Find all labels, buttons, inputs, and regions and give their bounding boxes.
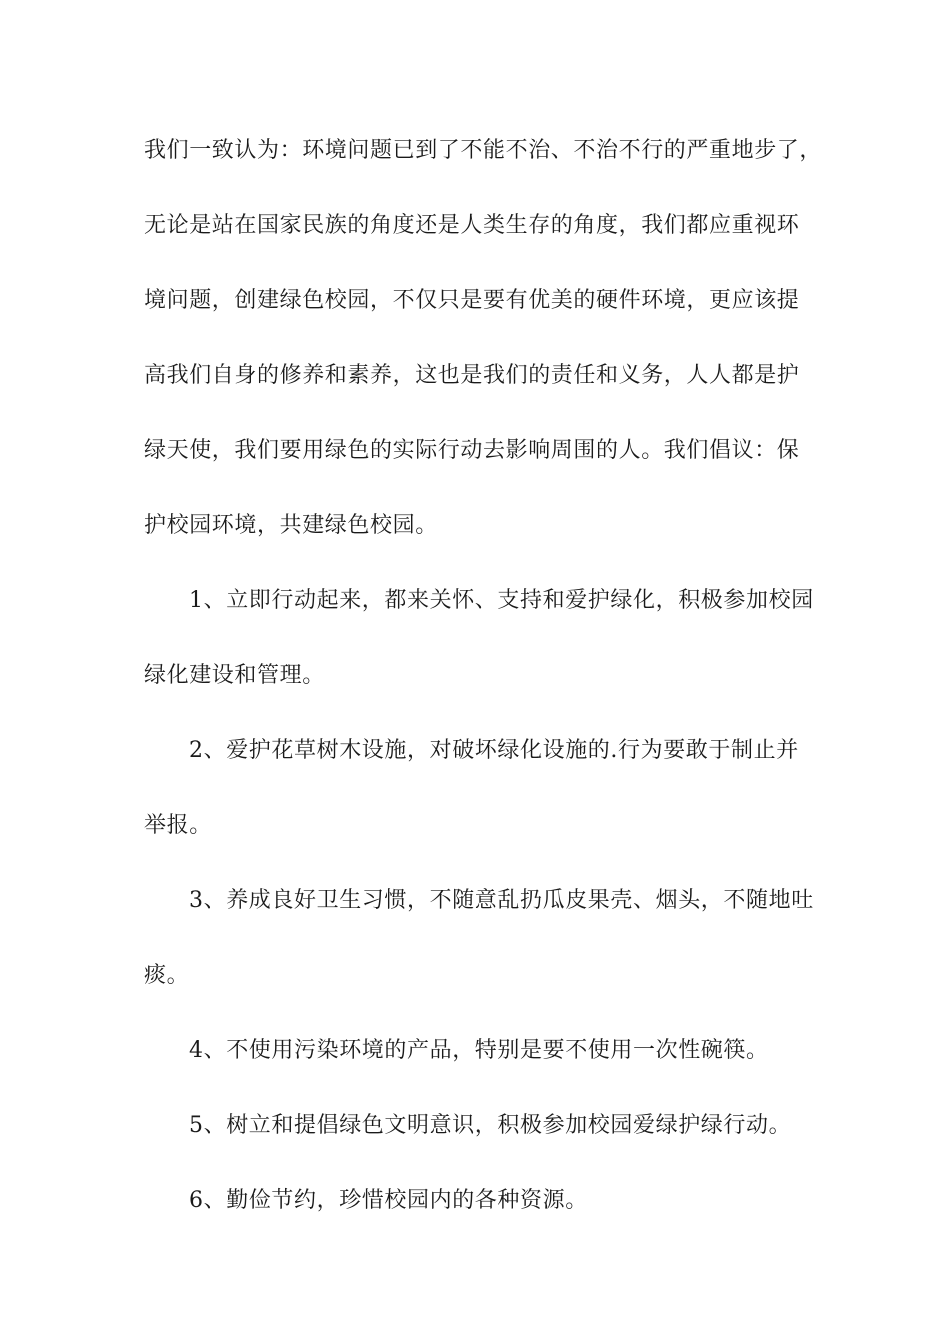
- list-item-line: 绿化建设和管理。: [144, 663, 325, 688]
- list-item-line: 3、养成良好卫生习惯，不随意乱扔瓜皮果壳、烟头，不随地吐: [189, 888, 814, 913]
- list-item-line: 4、不使用污染环境的产品，特别是要不使用一次性碗筷。: [189, 1038, 769, 1063]
- paragraph-line: 高我们自身的修养和素养，这也是我们的责任和义务，人人都是护: [144, 363, 800, 388]
- list-item-line: 1、立即行动起来，都来关怀、支持和爱护绿化，积极参加校园: [189, 588, 814, 613]
- list-item-line: 举报。: [144, 813, 212, 838]
- list-item-line: 6、勤俭节约，珍惜校园内的各种资源。: [189, 1188, 588, 1213]
- paragraph-line: 护校园环境，共建绿色校园。: [144, 513, 438, 538]
- paragraph-line: 绿天使，我们要用绿色的实际行动去影响周围的人。我们倡议：保: [144, 438, 800, 463]
- paragraph-line: 无论是站在国家民族的角度还是人类生存的角度，我们都应重视环: [144, 213, 800, 238]
- list-item-line: 2、爱护花草树木设施，对破坏绿化设施的.行为要敢于制止并: [189, 738, 799, 763]
- paragraph-line: 境问题，创建绿色校园，不仅只是要有优美的硬件环境，更应该提: [144, 288, 800, 313]
- list-item-line: 痰。: [144, 963, 190, 988]
- paragraph-line: 我们一致认为：环境问题已到了不能不治、不治不行的严重地步了，: [144, 138, 823, 163]
- list-item-line: 5、树立和提倡绿色文明意识，积极参加校园爱绿护绿行动。: [189, 1113, 792, 1138]
